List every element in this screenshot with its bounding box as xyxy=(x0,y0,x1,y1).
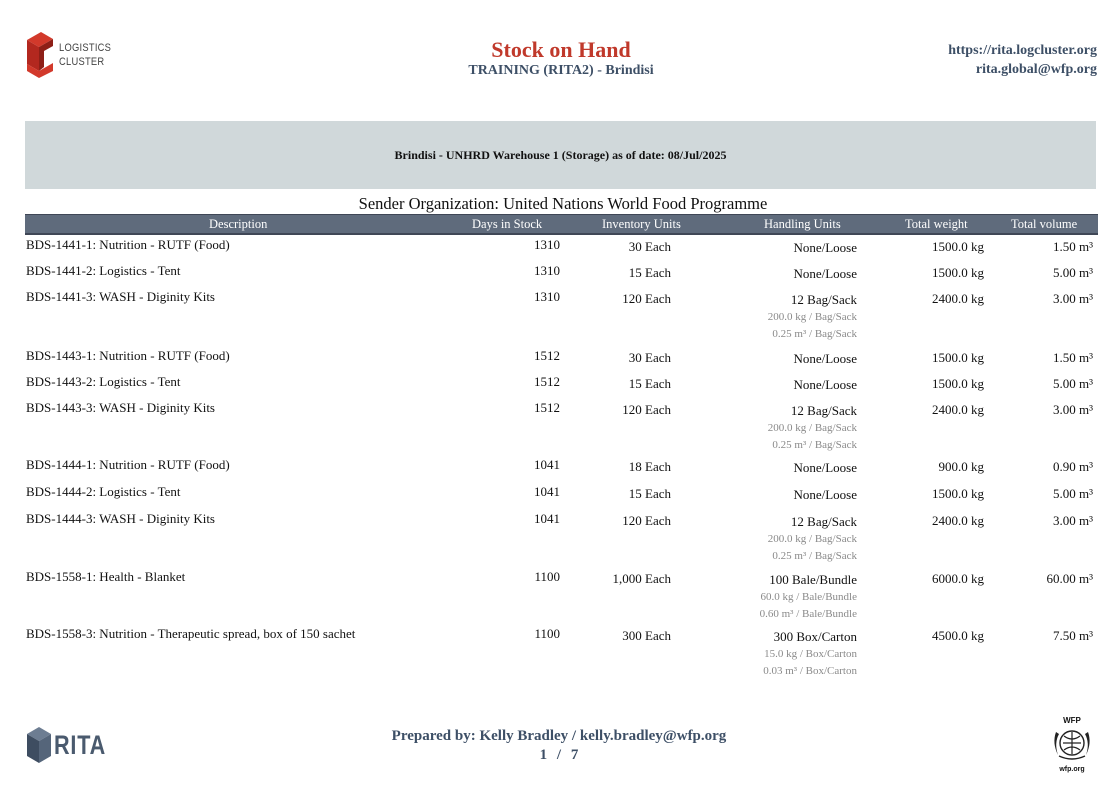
row-description: BDS-1443-3: WASH - Diginity Kits xyxy=(26,400,215,415)
table-row xyxy=(0,345,1118,371)
row-handling-volume: 0.25 m³ / Bag/Sack xyxy=(772,439,857,451)
row-handling-units: 300 Box/Carton xyxy=(773,629,857,644)
row-weight: 6000.0 kg xyxy=(932,571,984,586)
row-handling-units: None/Loose xyxy=(793,266,857,281)
table-row xyxy=(0,260,1118,286)
row-handling xyxy=(768,291,857,343)
row-volume: 1.50 m³ xyxy=(1052,350,1093,365)
row-handling-units: None/Loose xyxy=(793,377,857,392)
wfp-logo-top-text: WFP xyxy=(1063,716,1081,725)
logo-line-1: LOGISTICS xyxy=(59,42,112,54)
row-handling xyxy=(793,350,857,367)
row-description: BDS-1443-2: Logistics - Tent xyxy=(26,374,181,389)
row-description: BDS-1441-1: Nutrition - RUTF (Food) xyxy=(26,237,230,252)
column-header-handling: Handling Units xyxy=(764,217,841,231)
row-days: 1512 xyxy=(534,374,560,389)
row-handling-weight: 200.0 kg / Bag/Sack xyxy=(767,533,857,545)
row-weight: 900.0 kg xyxy=(938,459,984,474)
row-description: BDS-1558-1: Health - Blanket xyxy=(26,569,186,584)
page-current: 1 xyxy=(539,747,548,763)
logo-line-2: CLUSTER xyxy=(59,56,105,68)
row-days: 1041 xyxy=(534,457,560,472)
row-handling-units: None/Loose xyxy=(793,460,857,475)
row-handling xyxy=(793,459,857,476)
table-row xyxy=(0,481,1118,508)
row-handling-units: 12 Bag/Sack xyxy=(790,292,857,307)
row-handling-units: 12 Bag/Sack xyxy=(790,514,857,529)
column-header-weight: Total weight xyxy=(905,217,968,231)
row-description: BDS-1444-3: WASH - Diginity Kits xyxy=(26,511,215,526)
column-header-description: Description xyxy=(209,217,268,231)
warehouse-banner-text: Brindisi - UNHRD Warehouse 1 (Storage) as of date: 08/Jul/2025 xyxy=(394,147,727,162)
website-link[interactable]: https://rita.logcluster.org xyxy=(948,43,1097,58)
row-handling-volume: 0.60 m³ / Bale/Bundle xyxy=(759,608,857,620)
prepared-by: Prepared by: Kelly Bradley / kelly.bradley@wfp.org xyxy=(391,728,727,744)
row-handling-units: 100 Bale/Bundle xyxy=(769,572,857,587)
row-handling xyxy=(768,513,857,565)
row-volume: 3.00 m³ xyxy=(1052,402,1093,417)
row-description: BDS-1441-3: WASH - Diginity Kits xyxy=(26,289,215,304)
row-days: 1041 xyxy=(534,484,560,499)
row-handling xyxy=(763,628,857,680)
row-description: BDS-1441-2: Logistics - Tent xyxy=(26,263,181,278)
row-inventory: 15 Each xyxy=(628,486,671,501)
row-inventory: 1,000 Each xyxy=(612,571,671,586)
row-inventory: 120 Each xyxy=(622,291,671,306)
row-handling-volume: 0.03 m³ / Box/Carton xyxy=(763,665,857,677)
table-row xyxy=(0,454,1118,481)
row-description: BDS-1443-1: Nutrition - RUTF (Food) xyxy=(26,348,230,363)
rita-logo-text: RITA xyxy=(54,729,106,760)
row-handling xyxy=(793,239,857,256)
row-days: 1100 xyxy=(534,569,560,584)
row-days: 1310 xyxy=(534,237,560,252)
row-volume: 1.50 m³ xyxy=(1052,239,1093,254)
row-handling xyxy=(793,376,857,393)
row-volume: 3.00 m³ xyxy=(1052,291,1093,306)
row-description: BDS-1444-2: Logistics - Tent xyxy=(26,484,181,499)
table-row xyxy=(0,371,1118,397)
page-total: 7 xyxy=(570,747,579,763)
email-link[interactable]: rita.global@wfp.org xyxy=(975,62,1097,77)
row-inventory: 120 Each xyxy=(622,402,671,417)
row-days: 1310 xyxy=(534,263,560,278)
row-handling-units: None/Loose xyxy=(793,240,857,255)
row-weight: 4500.0 kg xyxy=(932,628,984,643)
row-volume: 5.00 m³ xyxy=(1052,486,1093,501)
table-row xyxy=(0,397,1118,454)
table-header xyxy=(25,214,1098,235)
table-body xyxy=(0,234,1118,681)
row-weight: 1500.0 kg xyxy=(932,376,984,391)
table-row xyxy=(0,566,1118,623)
row-weight: 1500.0 kg xyxy=(932,239,984,254)
table-row xyxy=(0,234,1118,260)
row-weight: 1500.0 kg xyxy=(932,350,984,365)
page-subtitle: TRAINING (RITA2) - Brindisi xyxy=(468,63,654,78)
table-row xyxy=(0,623,1118,681)
contact-info xyxy=(948,41,1097,79)
row-handling-weight: 200.0 kg / Bag/Sack xyxy=(767,311,857,323)
row-handling-weight: 15.0 kg / Box/Carton xyxy=(764,648,857,660)
row-inventory: 120 Each xyxy=(622,513,671,528)
row-inventory: 300 Each xyxy=(622,628,671,643)
row-weight: 2400.0 kg xyxy=(932,291,984,306)
row-inventory: 30 Each xyxy=(628,239,671,254)
row-weight: 1500.0 kg xyxy=(932,486,984,501)
row-volume: 5.00 m³ xyxy=(1052,376,1093,391)
row-days: 1310 xyxy=(534,289,560,304)
row-handling-weight: 200.0 kg / Bag/Sack xyxy=(767,422,857,434)
column-header-volume: Total volume xyxy=(1011,217,1078,231)
row-days: 1512 xyxy=(534,348,560,363)
row-inventory: 15 Each xyxy=(628,265,671,280)
row-handling-units: 12 Bag/Sack xyxy=(790,403,857,418)
footer xyxy=(0,727,1118,765)
row-description: BDS-1558-3: Nutrition - Therapeutic spread, box of 150 sachet xyxy=(26,626,356,641)
row-handling-units: None/Loose xyxy=(793,351,857,366)
row-days: 1512 xyxy=(534,400,560,415)
wfp-emblem-icon xyxy=(1050,726,1094,760)
row-handling xyxy=(793,486,857,503)
row-inventory: 15 Each xyxy=(628,376,671,391)
row-handling-volume: 0.25 m³ / Bag/Sack xyxy=(772,328,857,340)
row-volume: 0.90 m³ xyxy=(1052,459,1093,474)
row-days: 1041 xyxy=(534,511,560,526)
page-title: Stock on Hand xyxy=(491,37,631,62)
wfp-logo-bottom-text: wfp.org xyxy=(1059,766,1085,773)
table-row xyxy=(0,286,1118,345)
row-handling xyxy=(793,265,857,282)
row-inventory: 18 Each xyxy=(628,459,671,474)
row-handling-units: None/Loose xyxy=(793,487,857,502)
row-weight: 2400.0 kg xyxy=(932,402,984,417)
column-header-days: Days in Stock xyxy=(472,217,543,231)
page-number xyxy=(0,746,1118,765)
sender-organization: Sender Organization: United Nations World Food Programme xyxy=(358,194,768,213)
row-volume: 60.00 m³ xyxy=(1046,571,1093,586)
row-days: 1100 xyxy=(534,626,560,641)
row-handling xyxy=(768,402,857,454)
page-separator: / xyxy=(556,747,562,763)
row-handling-volume: 0.25 m³ / Bag/Sack xyxy=(772,550,857,562)
row-volume: 5.00 m³ xyxy=(1052,265,1093,280)
wfp-logo xyxy=(1048,716,1096,774)
table-row xyxy=(0,508,1118,566)
row-volume: 7.50 m³ xyxy=(1052,628,1093,643)
row-handling xyxy=(760,571,857,623)
row-weight: 2400.0 kg xyxy=(932,513,984,528)
row-inventory: 30 Each xyxy=(628,350,671,365)
warehouse-banner xyxy=(25,121,1096,189)
row-volume: 3.00 m³ xyxy=(1052,513,1093,528)
row-weight: 1500.0 kg xyxy=(932,265,984,280)
column-header-inventory: Inventory Units xyxy=(602,217,681,231)
row-description: BDS-1444-1: Nutrition - RUTF (Food) xyxy=(26,457,230,472)
row-handling-weight: 60.0 kg / Bale/Bundle xyxy=(760,591,857,603)
